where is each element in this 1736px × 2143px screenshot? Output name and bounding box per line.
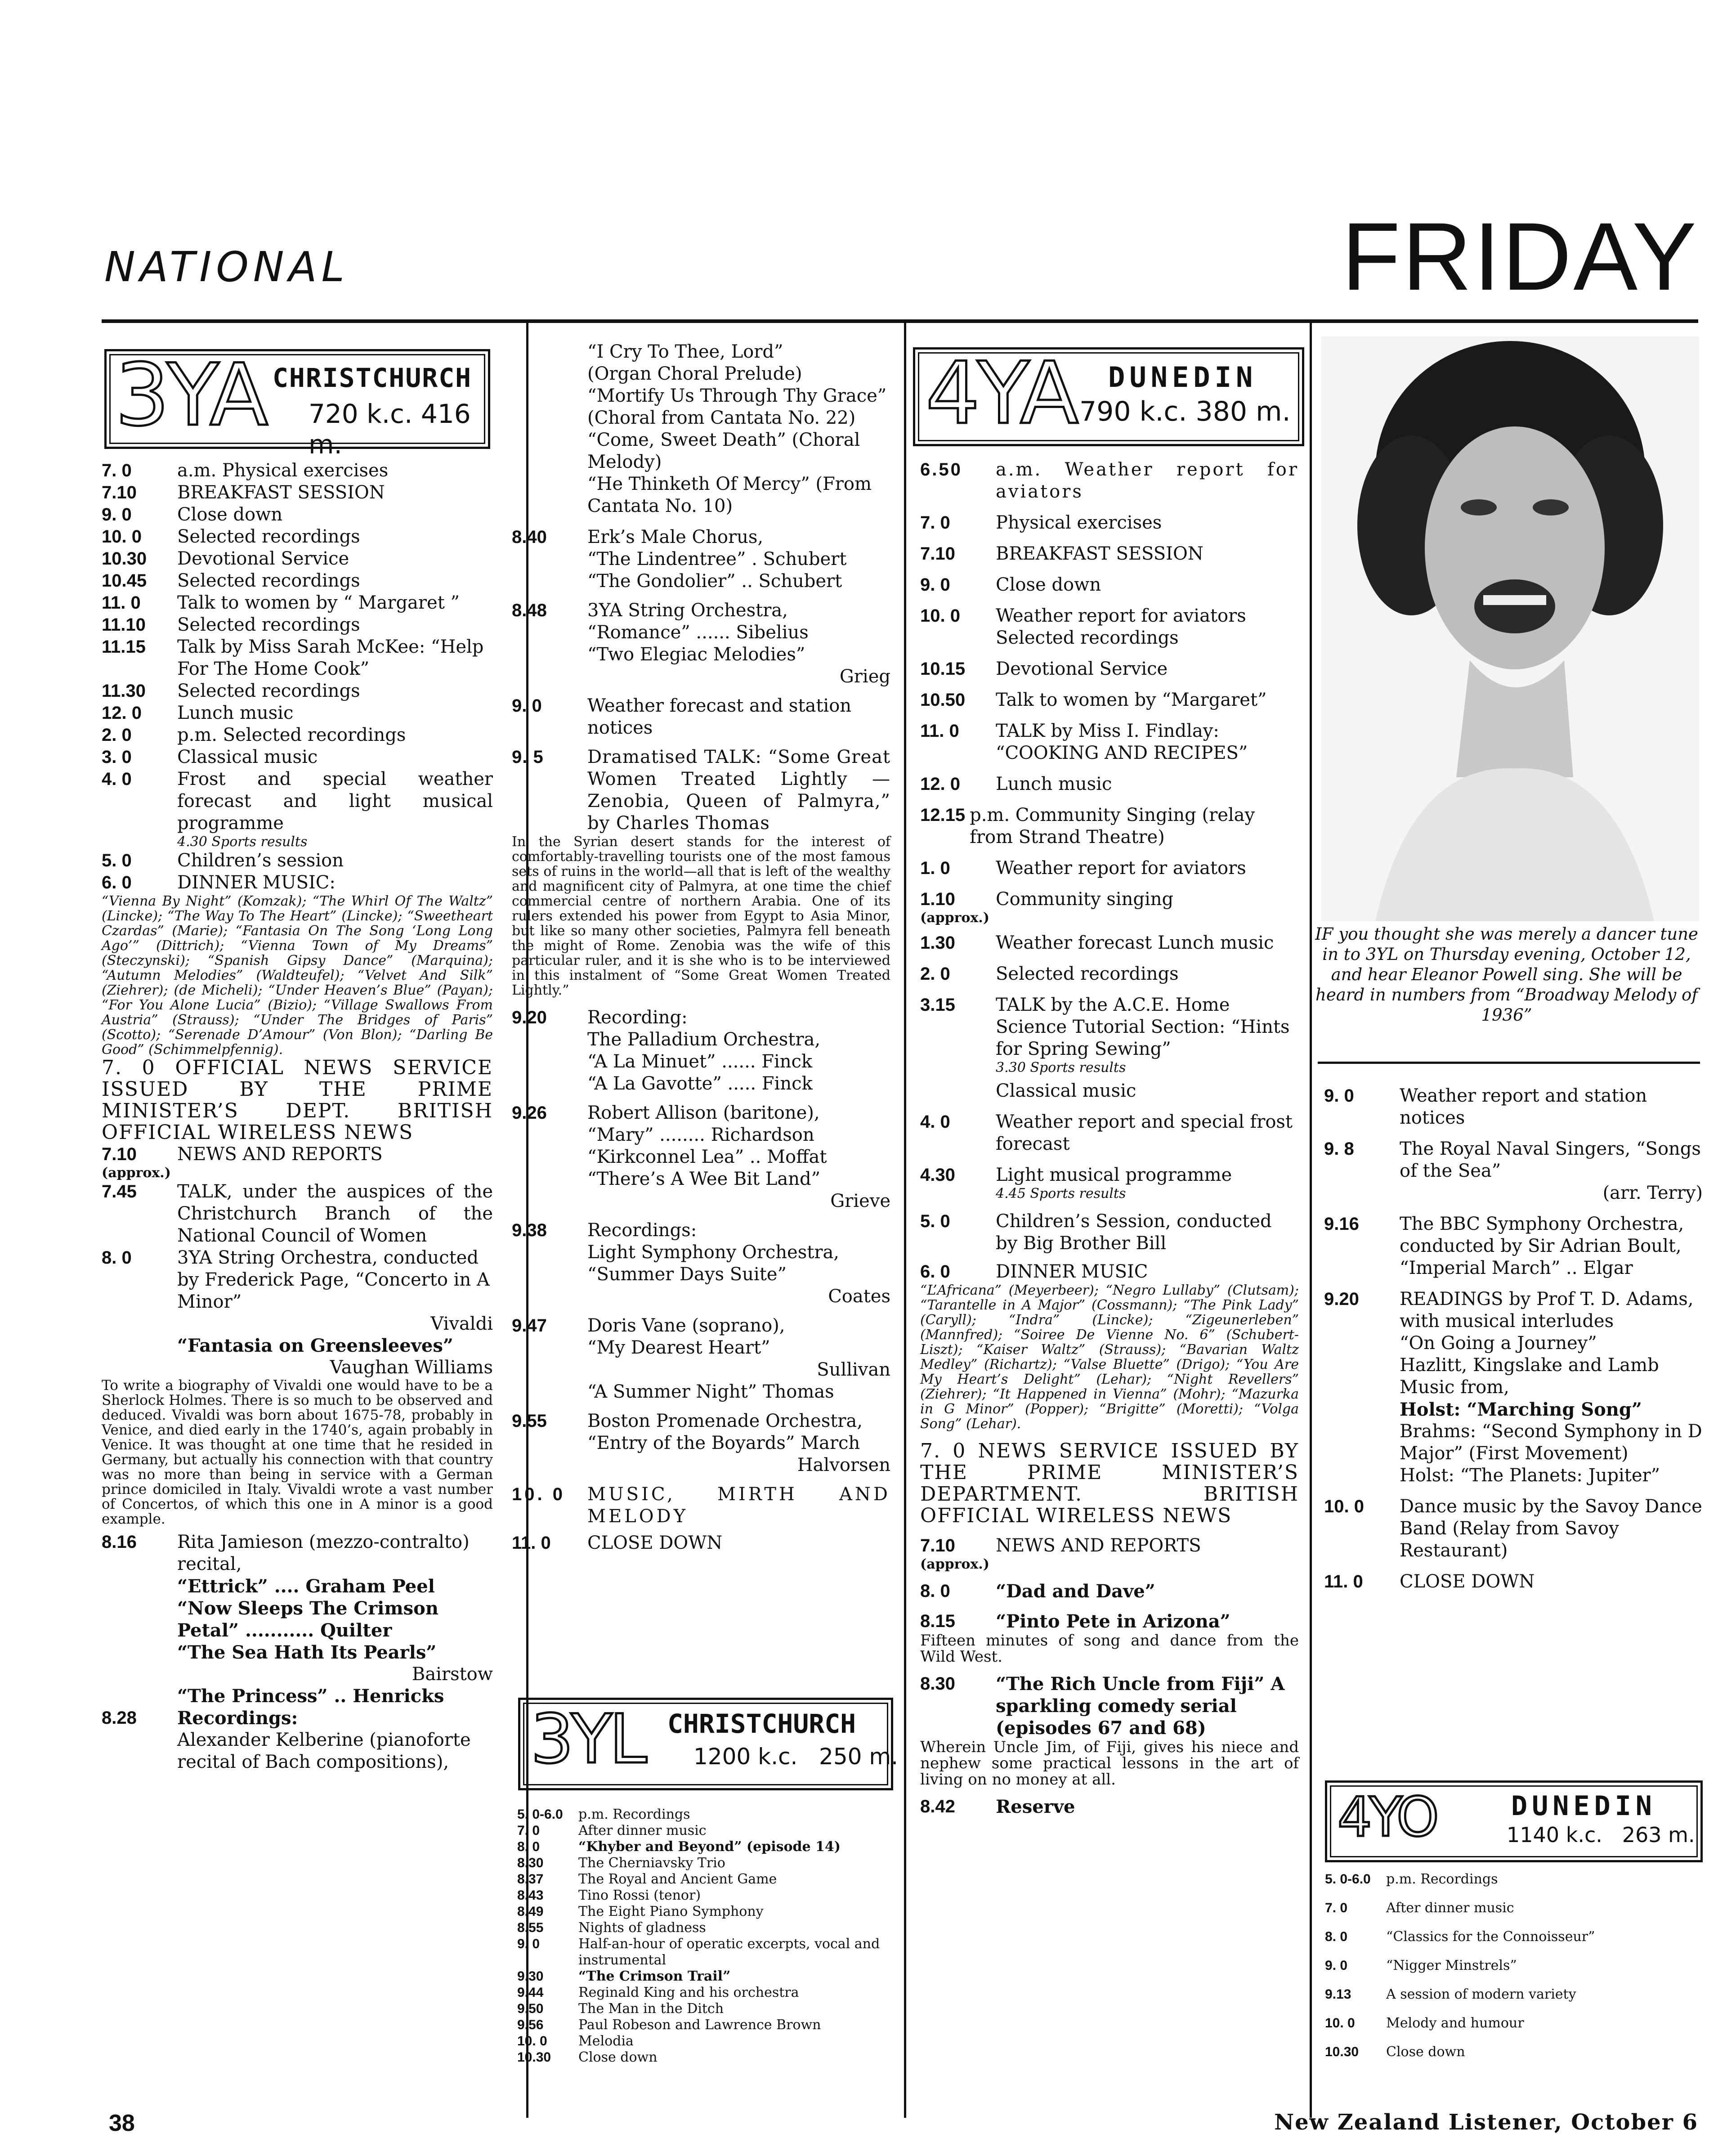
schedule-item: 10. 0 MUSIC, MIRTH AND MELODY xyxy=(512,1484,890,1527)
work-title: Holst: “The Planets: Jupiter” xyxy=(1400,1465,1660,1486)
schedule-item: 4. 0 Frost and special weather forecast and light musical programme xyxy=(102,769,493,834)
column-divider xyxy=(1310,323,1312,2118)
schedule-item: 9. 0 Weather report and station notices xyxy=(1324,1085,1647,1128)
schedule-item: 8.15 “Pinto Pete in Arizona” xyxy=(920,1611,1230,1632)
schedule-item: 9. 0 “Nigger Minstrels” xyxy=(1325,1958,1517,1973)
work-title: “Now Sleeps The Crimson Petal” ........... Quilter xyxy=(177,1598,438,1641)
dinner-music-list: “L’Africana” (Meyerbeer); “Negro Lullaby” (Clutsam); “Tarantelle in A Major” (Cossmann); “The Pink Lady” (Caryll); “Indra” (Lincke); “Zigeunerleben” (Mannfred); “Soiree De Vienne No. 6” (Schubert-Liszt); “Kaiser Waltz” (Strauss); “Bavarian Waltz Medley” (Richartz); “Valse Bluette” (Drigo); “You Are My Heart’s Delight” (Lehar); “Night Revellers” (Ziehrer); “It Happened in Vienna” (Mohr); “Mazurka in G Minor” (Popper); “Brigitte” (Moretti); “Volga Song” (Lehar). xyxy=(920,1282,1299,1432)
schedule-item: 8.30 The Cherniavsky Trio xyxy=(517,1855,725,1871)
work-title: “Ettrick” .... Graham Peel xyxy=(177,1576,435,1597)
performer: The Palladium Orchestra, xyxy=(587,1029,821,1050)
column-4ya xyxy=(920,459,1299,1818)
caption-rule xyxy=(1318,1062,1700,1064)
station-city: DUNEDIN xyxy=(1108,361,1257,394)
schedule-item: 8. 0 “Dad and Dave” xyxy=(920,1581,1155,1602)
news-service: 7. 0 NEWS SERVICE ISSUED BY THE PRIME MINISTER’S DEPARTMENT. BRITISH OFFICIAL WIRELESS NEWS xyxy=(920,1439,1299,1527)
schedule-item: 9.20 Recording: xyxy=(512,1007,688,1028)
work-title: “Mary” ........ Richardson xyxy=(587,1125,814,1145)
work-title: “There’s A Wee Bit Land” xyxy=(587,1169,821,1189)
schedule-item: 10.15 Devotional Service xyxy=(920,659,1168,679)
bach-work: “He Thinketh Of Mercy” (From Cantata No. 10) xyxy=(587,474,872,516)
schedule-item: 9.47 Doris Vane (soprano), xyxy=(512,1315,785,1336)
work-title: “The Sea Hath Its Pearls” xyxy=(177,1642,437,1663)
schedule-item: 6.50 a.m. Weather report for aviators xyxy=(920,459,1299,502)
schedule-item: 8.40 Erk’s Male Chorus, xyxy=(512,527,764,547)
station-callsign: 4YO xyxy=(1338,1786,1436,1849)
station-box-3yl xyxy=(518,1698,898,1790)
station-frequency: 790 k.c. 380 m. xyxy=(1079,396,1291,427)
schedule-item: 11. 0 CLOSE DOWN xyxy=(1324,1571,1535,1592)
schedule-item: 10. 0 Melody and humour xyxy=(1325,2015,1524,2031)
schedule-item: 10.50 Talk to women by “Margaret” xyxy=(920,690,1267,710)
work-title: Holst: “Marching Song” xyxy=(1400,1399,1642,1420)
schedule-item: 7. 0 a.m. Physical exercises xyxy=(102,460,389,481)
composer: Bairstow xyxy=(412,1664,493,1685)
schedule-item: 9.13 A session of modern variety xyxy=(1325,1986,1576,2002)
schedule-4yo xyxy=(1325,1871,1698,2060)
schedule-item: 9.44 Reginald King and his orchestra xyxy=(517,1985,799,2000)
schedule-item: 11.10 Selected recordings xyxy=(102,614,360,635)
schedule-item: 9. 0 Half-an-hour of operatic excerpts, vocal and instrumental xyxy=(517,1936,880,1968)
zenobia-note: In the Syrian desert stands for the interest of comfortably-travelling tourists one of the most famous sets of ruins in the world—all that is left of the wealthy and magnificent city of Palmyra, at one time the chief commercial centre of northern Arabia. One of its rulers extended his power from Egypt to Asia Minor, but like so many other societies, Palmyra fell beneath the might of Rome. Zenobia was the wife of this particular ruler, and it is she who is to be interviewed in this instalment of “Some Great Women Treated Lightly.” xyxy=(512,834,890,998)
schedule-3yl xyxy=(517,1807,897,2066)
schedule-item: 8.49 The Eight Piano Symphony xyxy=(517,1904,764,1919)
work-title: “A Summer Night” Thomas xyxy=(587,1381,834,1402)
schedule-item: 7. 0 Physical exercises xyxy=(920,512,1162,533)
work-title: “The Gondolier” .. Schubert xyxy=(587,571,842,592)
vivaldi-note: To write a biography of Vivaldi one would have to be a Sherlock Holmes. There is so much to be observed and deduced. Vivaldi was born about 1675-78, probably in Venice, and died early in the 1740’s, again probably in Venice. It was thought at one time that he resided in Germany, but actually his connection with that country was no more than being in service with a German prince domiciled in Italy. Vivaldi wrote a vast number of Concertos, of which this one in A minor is a good example. xyxy=(102,1377,493,1527)
schedule-item: 1.10 Community singing xyxy=(920,889,1174,910)
schedule-item: 10.45 Selected recordings xyxy=(102,570,360,591)
schedule-item: 10. 0 Dance music by the Savoy Dance Band (Relay from Savoy Restaurant) xyxy=(1324,1496,1702,1561)
photo-caption: IF you thought she was merely a dancer tune in to 3YL on Thursday evening, October 12, and hear Eleanor Powell sing. She will be heard in numbers from “Broadway Melody of 1936” xyxy=(1315,924,1698,1025)
composer: Vivaldi xyxy=(430,1314,493,1334)
schedule-item: 8.42 Reserve xyxy=(920,1796,1075,1817)
work-title: “A La Minuet” ...... Finck xyxy=(587,1051,813,1072)
schedule-item: 12. 0 Lunch music xyxy=(920,774,1112,794)
schedule-item: 8.43 Tino Rossi (tenor) xyxy=(517,1887,701,1903)
schedule-item: 10.30 Close down xyxy=(1325,2044,1465,2060)
schedule-item: 8.30 “The Rich Uncle from Fiji” A sparkling comedy serial (episodes 67 and 68) xyxy=(920,1673,1285,1739)
schedule-item: 7.10 NEWS AND REPORTS xyxy=(102,1144,383,1165)
schedule-item: 2. 0 Selected recordings xyxy=(920,964,1179,984)
station-frequency: 1200 k.c. 250 m. xyxy=(694,1744,898,1770)
sports-results: 4.45 Sports results xyxy=(996,1186,1126,1202)
schedule-item: 7.10 BREAKFAST SESSION xyxy=(102,482,385,503)
schedule-item: 5. 0-6.0 p.m. Recordings xyxy=(1325,1871,1498,1887)
schedule-item: 9.50 The Man in the Ditch xyxy=(517,2001,724,2017)
schedule-item: 4. 0 Weather report and special frost forecast xyxy=(920,1112,1293,1154)
approx-label: (approx.) xyxy=(920,910,989,926)
station-callsign: 3YL xyxy=(531,1700,644,1779)
schedule-item: 11.15 Talk by Miss Sarah McKee: “Help For The Home Cook” xyxy=(102,637,484,679)
schedule-item: 6. 0 DINNER MUSIC: xyxy=(102,872,336,893)
composer: Vaughan Williams xyxy=(330,1357,493,1378)
station-city: CHRISTCHURCH xyxy=(273,363,472,393)
classical-music: Classical music xyxy=(996,1080,1136,1101)
work-title: “Summer Days Suite” xyxy=(587,1264,787,1285)
composer: Grieve xyxy=(830,1191,890,1211)
schedule-item: 9.38 Recordings: xyxy=(512,1220,697,1241)
performer: Light Symphony Orchestra, xyxy=(587,1242,839,1263)
sports-results: 3.30 Sports results xyxy=(996,1060,1126,1076)
schedule-item: 9. 0 Weather forecast and station notices xyxy=(512,695,852,738)
station-city: CHRISTCHURCH xyxy=(667,1708,856,1739)
schedule-item: 8.16 Rita Jamieson (mezzo-contralto) recital, xyxy=(102,1532,470,1574)
station-box-4ya xyxy=(913,344,1304,446)
work-title: “On Going a Journey” xyxy=(1400,1333,1597,1354)
schedule-item: 7.45 TALK, under the auspices of the Christchurch Branch of the National Council of Women xyxy=(102,1181,493,1246)
day-title: FRIDAY xyxy=(1342,203,1698,310)
bach-work: “Mortify Us Through Thy Grace” (Choral from Cantata No. 22) xyxy=(587,386,887,428)
schedule-item: 8.48 3YA String Orchestra, xyxy=(512,600,788,621)
composer: Sullivan xyxy=(817,1359,890,1380)
work-title: “Romance” ...... Sibelius xyxy=(587,622,809,643)
schedule-item: 9.30 “The Crimson Trail” xyxy=(517,1968,731,1984)
schedule-item: 9.16 The BBC Symphony Orchestra, conducted by Sir Adrian Boult, xyxy=(1324,1214,1684,1256)
bach-work: “Come, Sweet Death” (Choral Melody) xyxy=(587,430,860,472)
schedule-item: 9. 0 Close down xyxy=(102,504,283,525)
schedule-item: 10. 0 Melodia xyxy=(517,2033,634,2049)
fiji-note: Wherein Uncle Jim, of Fiji, gives his niece and nephew some practical lessons in the art of living on no money at all. xyxy=(920,1738,1299,1789)
schedule-item: 9. 8 The Royal Naval Singers, “Songs of the Sea” xyxy=(1324,1139,1701,1181)
column-4ya-continued xyxy=(1324,1085,1703,1593)
schedule-item: 11. 0 CLOSE DOWN xyxy=(512,1533,723,1553)
composer: Halvorsen xyxy=(797,1455,890,1475)
schedule-item: 1. 0 Weather report for aviators xyxy=(920,858,1246,879)
work-title: “Kirkconnel Lea” .. Moffat xyxy=(587,1147,827,1167)
sports-results: 4.30 Sports results xyxy=(177,834,308,850)
section-label: NATIONAL xyxy=(104,243,349,291)
station-city: DUNEDIN xyxy=(1511,1790,1656,1822)
schedule-item: 5. 0-6.0 p.m. Recordings xyxy=(517,1807,690,1822)
schedule-item: 5. 0 Children’s Session, conducted by Big Brother Bill xyxy=(920,1211,1272,1254)
schedule-item: 7. 0 After dinner music xyxy=(517,1823,707,1838)
composer: Grieg xyxy=(839,666,890,687)
schedule-item: 11.30 Selected recordings xyxy=(102,681,360,701)
work-title: “A La Gavotte” ..... Finck xyxy=(587,1073,813,1094)
eleanor-powell-photo xyxy=(1321,336,1699,921)
schedule-item: 9.55 Boston Promenade Orchestra, “Entry of the Boyards” March xyxy=(512,1411,863,1453)
work-title: “Fantasia on Greensleeves” xyxy=(177,1335,453,1356)
schedule-item: 2. 0 p.m. Selected recordings xyxy=(102,725,406,745)
bach-work: (Organ Choral Prelude) xyxy=(587,363,802,384)
work-title: “Imperial March” .. Elgar xyxy=(1400,1258,1633,1278)
schedule-item: 9.20 READINGS by Prof T. D. Adams, with musical interludes xyxy=(1324,1289,1694,1332)
schedule-item: 9. 0 Close down xyxy=(920,574,1101,595)
performer: Alexander Kelberine (pianoforte recital of Bach compositions), xyxy=(177,1730,471,1772)
schedule-item: 9.26 Robert Allison (baritone), xyxy=(512,1103,820,1123)
page-number: 38 xyxy=(109,2110,135,2136)
schedule-item: 10. 0 Weather report for aviators Selected recordings xyxy=(920,605,1246,648)
schedule-item: 12. 0 Lunch music xyxy=(102,703,294,723)
schedule-item: 9. 5 Dramatised TALK: “Some Great Women Treated Lightly — Zenobia, Queen of Palmyra,” by Charles Thomas xyxy=(512,747,890,834)
approx-label: (approx.) xyxy=(920,1556,989,1572)
portrait-image xyxy=(1321,336,1699,921)
approx-label: (approx.) xyxy=(102,1165,171,1181)
work-title: “The Lindentree” . Schubert xyxy=(587,549,847,569)
column-3ya xyxy=(102,460,493,1773)
station-callsign: 4YA xyxy=(926,344,1076,443)
station-callsign: 3YA xyxy=(115,345,266,445)
schedule-item: 5. 0 Children’s session xyxy=(102,850,344,871)
column-divider xyxy=(904,323,906,2118)
schedule-item: 3. 0 Classical music xyxy=(102,747,318,767)
work-title: “My Dearest Heart” xyxy=(587,1337,770,1358)
schedule-item: 7.10 NEWS AND REPORTS xyxy=(920,1535,1201,1556)
music-from: Music from, xyxy=(1400,1377,1509,1398)
work-title: “Two Elegiac Melodies” xyxy=(587,644,805,665)
work-title: Brahms: “Second Symphony in D Major” (First Movement) xyxy=(1400,1421,1702,1464)
schedule-item: 8. 0 “Khyber and Beyond” (episode 14) xyxy=(517,1839,841,1855)
schedule-item: 8.28 Recordings: xyxy=(102,1708,298,1729)
schedule-item: 10. 0 Selected recordings xyxy=(102,526,360,547)
schedule-item: 11. 0 TALK by Miss I. Findlay: “COOKING AND RECIPES” xyxy=(920,721,1248,763)
schedule-item: 6. 0 DINNER MUSIC xyxy=(920,1261,1148,1282)
schedule-item: 4.30 Light musical programme xyxy=(920,1165,1232,1185)
schedule-item: 8. 0 3YA String Orchestra, conducted by Frederick Page, “Concerto in A Minor” xyxy=(102,1247,490,1312)
station-frequency: 1140 k.c. 263 m. xyxy=(1507,1823,1695,1847)
schedule-item: 7.10 BREAKFAST SESSION xyxy=(920,543,1204,564)
schedule-item: 7. 0 After dinner music xyxy=(1325,1900,1514,1916)
schedule-item: 12.15 p.m. Community Singing (relay from Strand Theatre) xyxy=(920,805,1255,847)
news-service: 7. 0 OFFICIAL NEWS SERVICE ISSUED BY THE PRIME MINISTER’S DEPT. BRITISH OFFICIAL WIRELESS NEWS xyxy=(102,1056,493,1144)
schedule-item: 10.30 Close down xyxy=(517,2049,658,2065)
schedule-item: 9.56 Paul Robeson and Lawrence Brown xyxy=(517,2017,821,2033)
station-frequency: 720 k.c. 416 m. xyxy=(309,399,471,460)
composer: Coates xyxy=(828,1286,890,1307)
bach-work: “I Cry To Thee, Lord” xyxy=(587,341,783,362)
pinto-note: Fifteen minutes of song and dance from the Wild West. xyxy=(920,1632,1299,1666)
schedule-item: 1.30 Weather forecast Lunch music xyxy=(920,933,1274,953)
dinner-music-list: “Vienna By Night” (Komzak); “The Whirl Of The Waltz” (Lincke); “The Way To The Heart” (Lincke); “Sweetheart Czardas” (Marie); “Fantasia On The Song ‘Long Long Ago’” (Dittrich); “Vienna Town of My Dreams” (Steczynski); “Spanish Gipsy Dance” (Marquina); “Autumn Melodies” (Waldteufel); “Velvet And Silk” (Ziehrer); (de Micheli); “Under Heaven’s Blue” (Payan); “For You Alone Lucia” (Bizio); “Village Swallows From Austria” (Strauss); “Under The Bridges of Paris” (Scotto); “Serenade D’Amour” (Von Blon); “Darling Be Good” (Schimmelpfennig). xyxy=(102,893,493,1058)
schedule-item: 8.37 The Royal and Ancient Game xyxy=(517,1871,777,1887)
composer: (arr. Terry) xyxy=(1602,1183,1703,1203)
schedule-item: 10.30 Devotional Service xyxy=(102,548,349,569)
column-3ya-continued xyxy=(512,341,890,1554)
publication-footer: New Zealand Listener, October 6 xyxy=(1274,2110,1698,2135)
station-box-4yo xyxy=(1325,1780,1703,1862)
schedule-item: 8. 0 “Classics for the Connoisseur” xyxy=(1325,1929,1595,1945)
work-title: “The Princess” .. Henricks xyxy=(177,1686,444,1707)
station-box-3ya xyxy=(104,345,490,460)
schedule-item: 8.55 Nights of gladness xyxy=(517,1920,706,1936)
schedule-3ya-morning xyxy=(102,460,493,834)
authors: Hazlitt, Kingslake and Lamb xyxy=(1400,1355,1659,1376)
header-rule xyxy=(102,319,1698,323)
schedule-item: 11. 0 Talk to women by “ Margaret ” xyxy=(102,592,460,613)
schedule-item: 3.15 TALK by the A.C.E. Home Science Tutorial Section: “Hints for Spring Sewing” xyxy=(920,995,1290,1059)
